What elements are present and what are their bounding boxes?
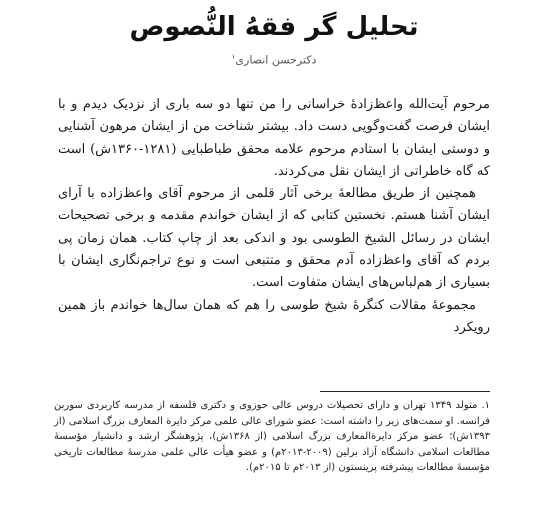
footnote	[54, 398, 490, 476]
author-byline	[0, 53, 548, 67]
paragraph-3: مجموعهٔ مقالات کنگرهٔ شیخ طوسی را هم که همان سال‌ها خواندم باز همین رویکرد	[58, 297, 490, 335]
footnote-text: ۱. متولد ۱۳۴۹ تهران و دارای تحصیلات دروس عالی حوزوی و دکتری فلسفه از مدرسه کاربردی سوربن فرانسه. او سمت‌های زیر را داشته است: عضو شورای عالی علمی مرکز دایرة المعارف بزرگ اسلامی (از ۱۳۹۳ش)؛ عضو مرکز دایرةالمعارف بزرگ اسلامی (از ۱۳۶۸ش)، پژوهشگر ارشد و دانشیار مؤسسهٔ مطالعات اسلامی دانشگاه آزاد برلین (۲۰۰۹-۲۰۱۳م) و عضو هیأت عالی علمی مدرسهٔ مطالعات تاریخی مؤسسهٔ مطالعات پیشرفته پرینستون (از ۲۰۱۳م تا ۲۰۱۵م).	[54, 400, 491, 473]
paragraph-2: همچنین از طریق مطالعهٔ برخی آثار قلمی از مرحوم آقای واعظ‌زاده با آرای ایشان آشنا هستم. نخستین کتابی که از ایشان خواندم مقدمه و برخی تصحیحات ایشان در رسائل الشیخ الطوسی بود و اندکی بعد از چاپ کتاب. همان زمان پی بردم که آقای واعظ‌زاده آدم محقق و متتبعی است و نوع تراجم‌نگاری ایشان با بسیاری از هم‌لباس‌های ایشان متفاوت است.	[58, 186, 490, 291]
article-title: تحلیل گر فقهُ النُّصوص	[129, 12, 419, 42]
paragraph-1: مرحوم آیت‌الله واعظ‌زادهٔ خراسانی را من تنها دو سه باری از نزدیک دیدم و با ایشان فرصت گفت‌وگویی دست داد. بیشتر شناخت من از ایشان مرهون آشنایی و دوستی ایشان با استادم مرحوم علامه محقق طباطبایی (۱۲۸۱-۱۳۶۰ش) است که گاه خاطراتی از ایشان نقل می‌کردند.	[58, 97, 490, 179]
footnote-separator	[320, 391, 490, 392]
article-body	[58, 94, 490, 339]
footnote-marker: ۱	[231, 53, 236, 61]
author-name: دکترحسن انصاری	[235, 53, 317, 67]
